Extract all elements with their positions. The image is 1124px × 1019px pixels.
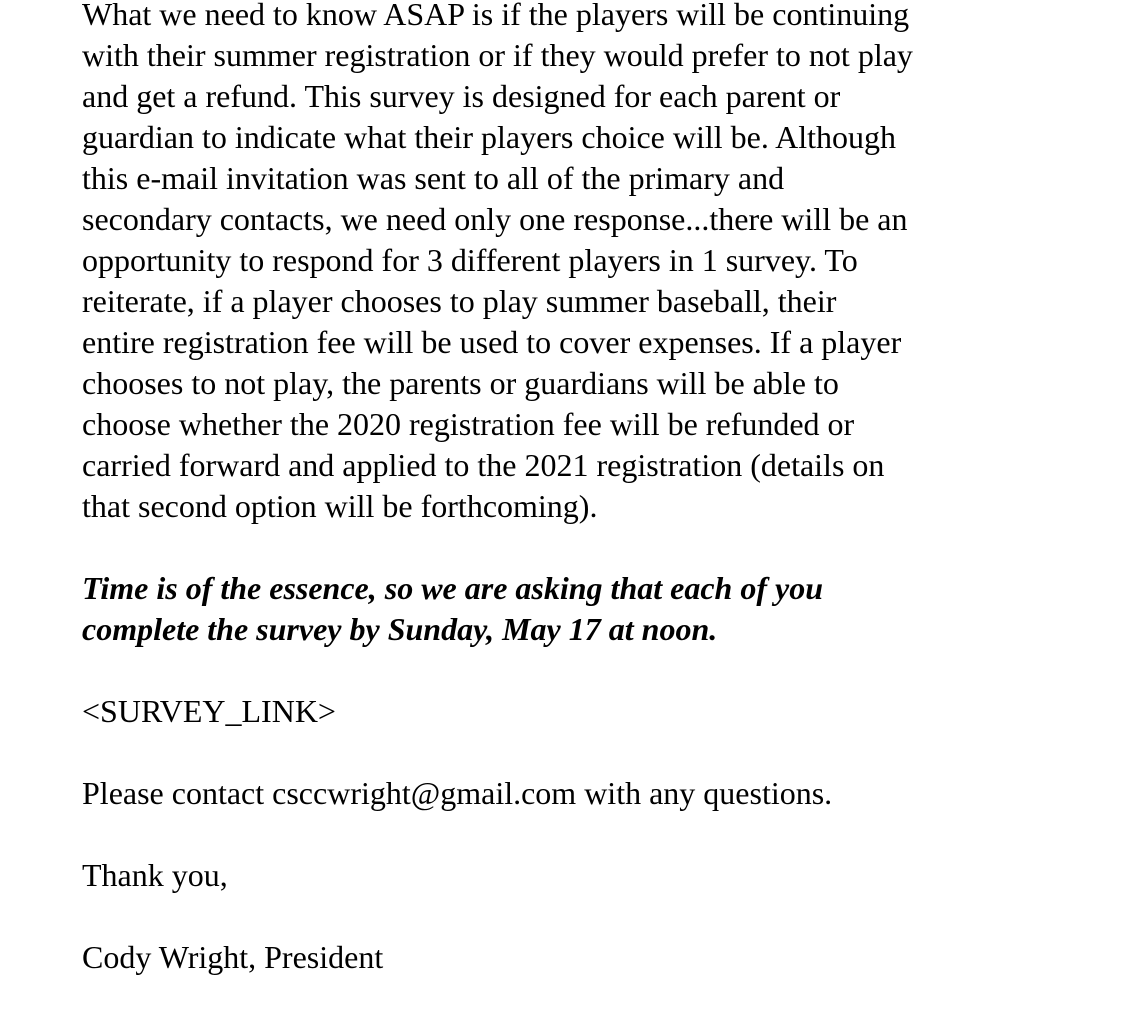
contact-line (82, 773, 1042, 814)
deadline-notice (82, 568, 1042, 650)
email-body (82, 0, 1042, 1019)
paragraph-line: opportunity to respond for 3 different players in 1 survey. To (82, 242, 858, 278)
paragraph-line: secondary contacts, we need only one response...there will be an (82, 201, 908, 237)
contact-prefix: Please contact (82, 775, 273, 811)
paragraph-line: choose whether the 2020 registration fee will be refunded or (82, 406, 855, 442)
paragraph-line: guardian to indicate what their players choice will be. Although (82, 119, 896, 155)
paragraph-line: with their summer registration or if they would prefer to not play (82, 37, 913, 73)
paragraph-line: and get a refund. This survey is designed for each parent or (82, 78, 841, 114)
paragraph-line: reiterate, if a player chooses to play summer baseball, their (82, 283, 837, 319)
deadline-line: Time is of the essence, so we are asking that each of you (82, 570, 823, 606)
paragraph-line: that second option will be forthcoming). (82, 488, 598, 524)
paragraph-line: What we need to know ASAP is if the players will be continuing (82, 0, 910, 32)
closing: Thank you, (82, 857, 228, 893)
paragraph-line: chooses to not play, the parents or guardians will be able to (82, 365, 839, 401)
contact-suffix: with any questions. (576, 775, 833, 811)
refund-paragraph (82, 0, 1042, 527)
contact-email-link[interactable]: csccwright@gmail.com (272, 775, 577, 811)
paragraph-line: entire registration fee will be used to cover expenses. If a player (82, 324, 902, 360)
survey-link[interactable]: <SURVEY_LINK> (82, 693, 336, 729)
signature: Cody Wright, President (82, 939, 384, 975)
paragraph-line: this e-mail invitation was sent to all of the primary and (82, 160, 785, 196)
paragraph-line: carried forward and applied to the 2021 registration (details on (82, 447, 885, 483)
deadline-line: complete the survey by Sunday, May 17 at noon. (82, 611, 718, 647)
